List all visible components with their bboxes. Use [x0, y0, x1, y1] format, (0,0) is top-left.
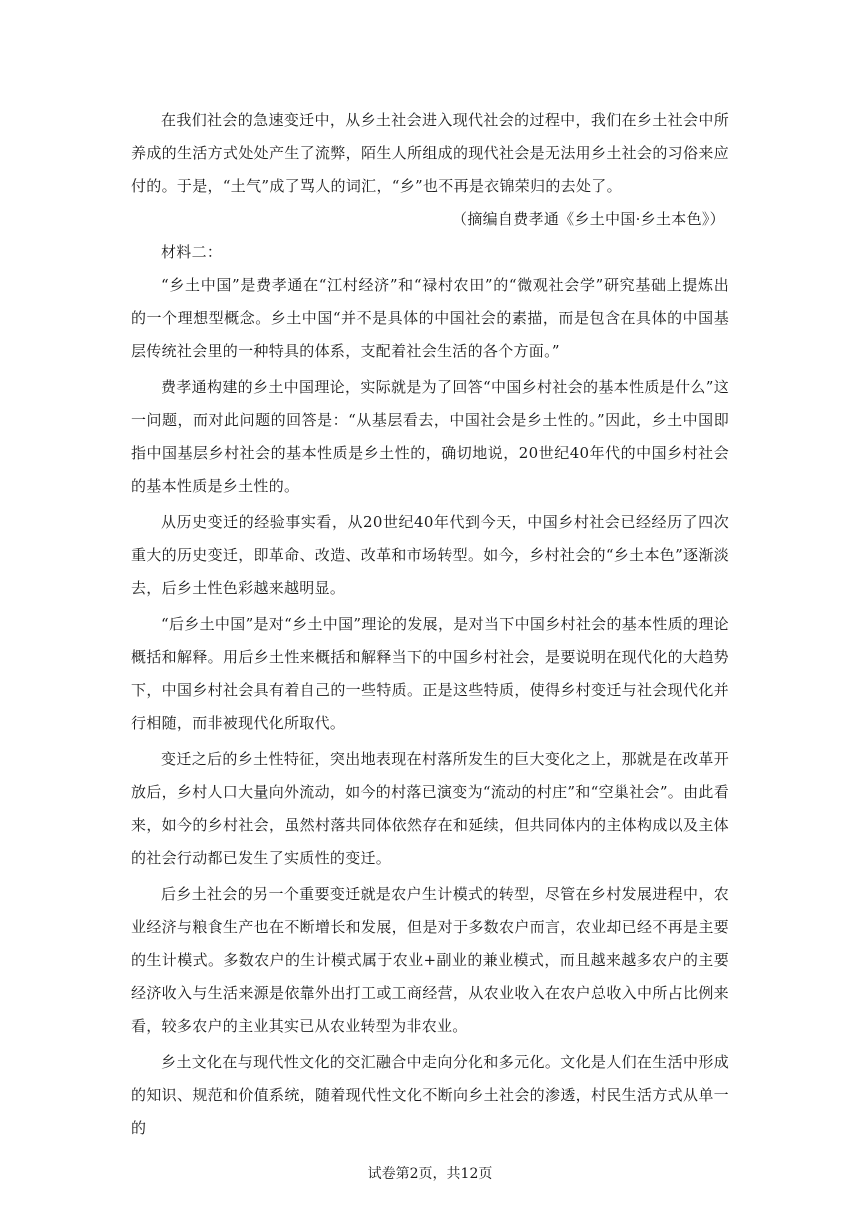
section-heading-material-two: 材料二：: [161, 243, 223, 261]
paragraph-material-one-end: 在我们社会的急速变迁中，从乡土社会进入现代社会的过程中，我们在乡土社会中所养成的生活方式处处产生了流弊，陌生人所组成的现代社会是无法用乡土社会的习俗来应付的。于是，“土气”成了骂人的词汇，“乡”也不再是衣锦荣归的去处了。: [131, 111, 729, 195]
page-number-footer: 试卷第2页，共12页: [367, 1166, 493, 1182]
source-citation: （摘编自费孝通《乡土中国·乡土本色》）: [452, 210, 725, 228]
paragraph-7: 乡土文化在与现代性文化的交汇融合中走向分化和多元化。文化是人们在生活中形成的知识、规范和价值系统，随着现代性文化不断向乡土社会的渗透，村民生活方式从单一的: [131, 1053, 729, 1137]
paragraph-5: 变迁之后的乡土性特征，突出地表现在村落所发生的巨大变化之上，那就是在改革开放后，乡村人口大量向外流动，如今的村落已演变为“流动的村庄”和“空巢社会”。由此看来，如今的乡村社会，虽然村落共同体依然存在和延续，但共同体内的主体构成以及主体的社会行动都已发生了实质性的变迁。: [131, 750, 729, 867]
paragraph-4: “后乡土中国”是对“乡土中国”理论的发展，是对当下中国乡村社会的基本性质的理论概括和解释。用后乡土性来概括和解释当下的中国乡村社会，是要说明在现代化的大趋势下，中国乡村社会具有着自己的一些特质。正是这些特质，使得乡村变迁与社会现代化并行相随，而非被现代化所取代。: [131, 615, 729, 732]
paragraph-3: 从历史变迁的经验事实看，从20世纪40年代到今天，中国乡村社会已经经历了四次重大的历史变迁，即革命、改造、改革和市场转型。如今，乡村社会的“乡土本色”逐渐淡去，后乡土性色彩越来越明显。: [131, 513, 729, 597]
paragraph-1: “乡土中国”是费孝通在“江村经济”和“禄村农田”的“微观社会学”研究基础上提炼出的一个理想型概念。乡土中国“并不是具体的中国社会的素描，而是包含在具体的中国基层传统社会里的一种特具的体系，支配着社会生活的各个方面。”: [131, 276, 729, 360]
exam-page-body: [131, 104, 729, 1145]
paragraph-6: 后乡土社会的另一个重要变迁就是农户生计模式的转型，尽管在乡村发展进程中，农业经济与粮食生产也在不断增长和发展，但是对于多数农户而言，农业却已经不再是主要的生计模式。多数农户的生计模式属于农业+副业的兼业模式，而且越来越多农户的主要经济收入与生活来源是依靠外出打工或工商经营，从农业收入在农户总收入中所占比例来看，较多农户的主业其实已从农业转型为非农业。: [131, 885, 729, 1035]
paragraph-2: 费孝通构建的乡土中国理论，实际就是为了回答“中国乡村社会的基本性质是什么”这一问题，而对此问题的回答是：“从基层看去，中国社会是乡土性的。”因此，乡土中国即指中国基层乡村社会的基本性质是乡土性的，确切地说，20世纪40年代的中国乡村社会的基本性质是乡土性的。: [131, 378, 729, 495]
